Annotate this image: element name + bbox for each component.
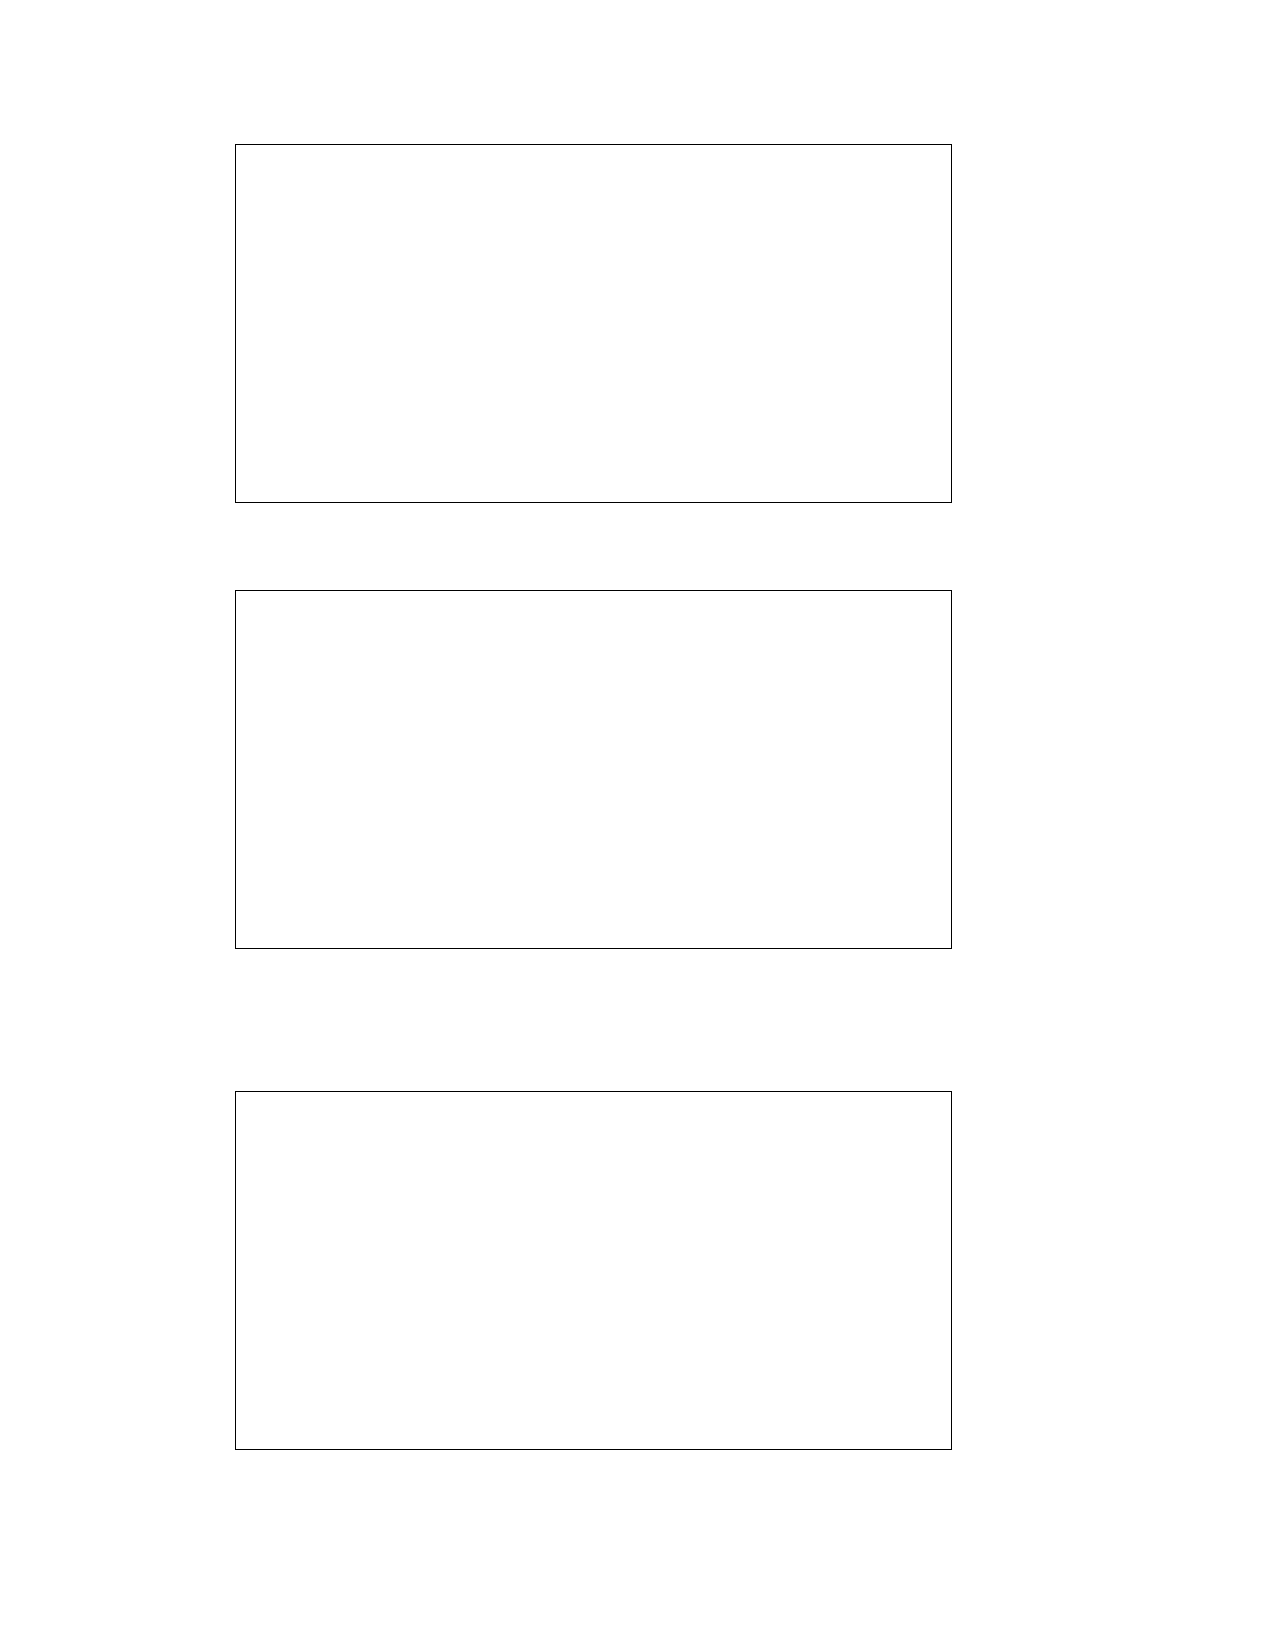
map-panel-model bbox=[235, 144, 952, 503]
map-canvas-obs bbox=[236, 591, 951, 948]
map-panel-diff bbox=[235, 1091, 952, 1450]
map-canvas-diff bbox=[236, 1092, 951, 1449]
map-panel-obs bbox=[235, 590, 952, 949]
map-canvas-model bbox=[236, 145, 951, 502]
